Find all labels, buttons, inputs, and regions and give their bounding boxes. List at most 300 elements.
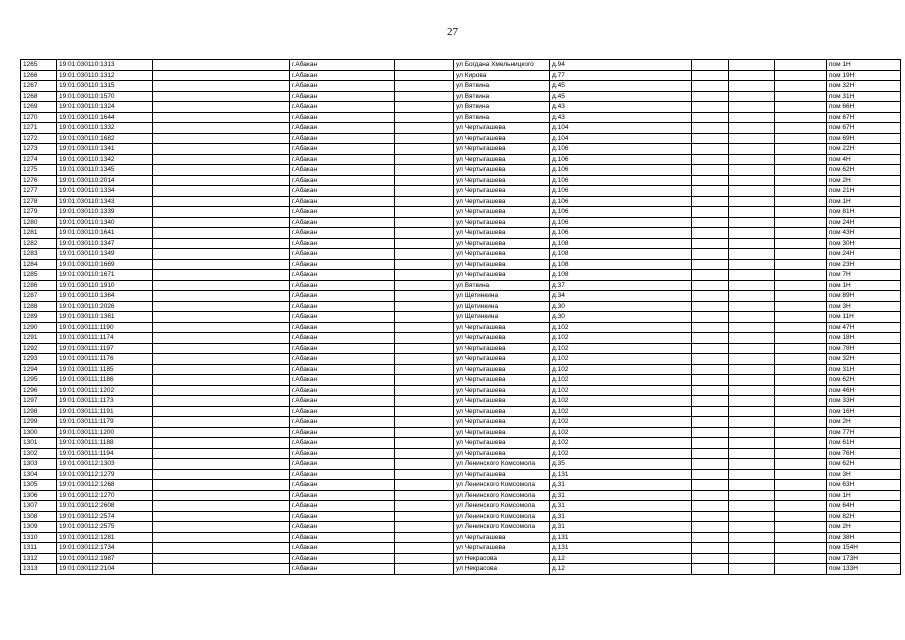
table-row — [21, 196, 901, 207]
empty-cell — [153, 70, 290, 81]
city-cell: г.Абакан — [290, 564, 395, 575]
empty-cell — [775, 301, 827, 312]
empty-cell — [729, 175, 775, 186]
city-cell: г.Абакан — [290, 406, 395, 417]
empty-cell — [153, 217, 290, 228]
empty-cell — [395, 522, 454, 533]
empty-cell — [729, 186, 775, 197]
empty-cell — [692, 543, 729, 554]
table-row — [21, 154, 901, 165]
premises-cell: пом 18Н — [827, 333, 901, 344]
house-cell: д.102 — [550, 364, 692, 375]
cadastral-number-cell: 19:01:030110:1315 — [57, 81, 153, 92]
row-number-cell: 1285 — [21, 270, 57, 281]
empty-cell — [775, 354, 827, 365]
street-cell: ул Вяткина — [454, 81, 550, 92]
empty-cell — [775, 322, 827, 333]
empty-cell — [395, 375, 454, 386]
table-row — [21, 259, 901, 270]
city-cell: г.Абакан — [290, 375, 395, 386]
empty-cell — [692, 165, 729, 176]
city-cell: г.Абакан — [290, 448, 395, 459]
city-cell: г.Абакан — [290, 396, 395, 407]
cadastral-number-cell: 19:01:030112:1987 — [57, 553, 153, 564]
row-number-cell: 1291 — [21, 333, 57, 344]
table-row — [21, 312, 901, 323]
premises-cell: пом 33Н — [827, 396, 901, 407]
table-row — [21, 427, 901, 438]
premises-cell: пом 69Н — [827, 133, 901, 144]
empty-cell — [395, 333, 454, 344]
cadastral-number-cell: 19:01:030110:1910 — [57, 280, 153, 291]
house-cell: д.108 — [550, 259, 692, 270]
empty-cell — [775, 196, 827, 207]
empty-cell — [395, 186, 454, 197]
row-number-cell: 1278 — [21, 196, 57, 207]
empty-cell — [153, 480, 290, 491]
empty-cell — [692, 406, 729, 417]
row-number-cell: 1297 — [21, 396, 57, 407]
empty-cell — [729, 238, 775, 249]
city-cell: г.Абакан — [290, 196, 395, 207]
empty-cell — [395, 543, 454, 554]
street-cell: ул Чертыгашева — [454, 322, 550, 333]
table-row — [21, 354, 901, 365]
empty-cell — [692, 448, 729, 459]
premises-cell: пом 82Н — [827, 511, 901, 522]
city-cell: г.Абакан — [290, 459, 395, 470]
empty-cell — [692, 270, 729, 281]
city-cell: г.Абакан — [290, 385, 395, 396]
empty-cell — [395, 154, 454, 165]
empty-cell — [729, 427, 775, 438]
empty-cell — [775, 333, 827, 344]
empty-cell — [692, 112, 729, 123]
premises-cell: пом 76Н — [827, 448, 901, 459]
empty-cell — [153, 406, 290, 417]
table-row — [21, 522, 901, 533]
empty-cell — [395, 501, 454, 512]
empty-cell — [692, 490, 729, 501]
empty-cell — [692, 196, 729, 207]
empty-cell — [775, 175, 827, 186]
city-cell: г.Абакан — [290, 417, 395, 428]
street-cell: ул Чертыгашева — [454, 186, 550, 197]
empty-cell — [692, 175, 729, 186]
empty-cell — [395, 427, 454, 438]
row-number-cell: 1290 — [21, 322, 57, 333]
house-cell: д.102 — [550, 427, 692, 438]
empty-cell — [775, 564, 827, 575]
empty-cell — [692, 312, 729, 323]
empty-cell — [395, 238, 454, 249]
table-row — [21, 123, 901, 134]
city-cell: г.Абакан — [290, 354, 395, 365]
cadastral-number-cell: 19:01:030112:1734 — [57, 543, 153, 554]
empty-cell — [153, 175, 290, 186]
house-cell: д.12 — [550, 564, 692, 575]
empty-cell — [729, 364, 775, 375]
empty-cell — [775, 343, 827, 354]
empty-cell — [775, 186, 827, 197]
table-row — [21, 448, 901, 459]
house-cell: д.106 — [550, 175, 692, 186]
cadastral-number-cell: 19:01:030110:1682 — [57, 133, 153, 144]
empty-cell — [775, 396, 827, 407]
empty-cell — [153, 417, 290, 428]
house-cell: д.131 — [550, 543, 692, 554]
empty-cell — [692, 364, 729, 375]
table-row — [21, 217, 901, 228]
city-cell: г.Абакан — [290, 259, 395, 270]
empty-cell — [775, 532, 827, 543]
row-number-cell: 1280 — [21, 217, 57, 228]
empty-cell — [775, 417, 827, 428]
house-cell: д.35 — [550, 459, 692, 470]
city-cell: г.Абакан — [290, 490, 395, 501]
empty-cell — [775, 312, 827, 323]
empty-cell — [395, 102, 454, 113]
premises-cell: пом 16Н — [827, 406, 901, 417]
city-cell: г.Абакан — [290, 175, 395, 186]
city-cell: г.Абакан — [290, 438, 395, 449]
street-cell: ул Чертыгашева — [454, 543, 550, 554]
table-row — [21, 385, 901, 396]
empty-cell — [153, 60, 290, 71]
table-row — [21, 343, 901, 354]
empty-cell — [153, 354, 290, 365]
empty-cell — [729, 406, 775, 417]
row-number-cell: 1272 — [21, 133, 57, 144]
empty-cell — [153, 511, 290, 522]
street-cell: ул Ленинского Комсомола — [454, 511, 550, 522]
house-cell: д.106 — [550, 228, 692, 239]
cadastral-number-cell: 19:01:030110:1313 — [57, 60, 153, 71]
street-cell: ул Чертыгашева — [454, 133, 550, 144]
row-number-cell: 1306 — [21, 490, 57, 501]
table-row — [21, 322, 901, 333]
cadastral-number-cell: 19:01:030111:1197 — [57, 343, 153, 354]
cadastral-number-cell: 19:01:030110:1644 — [57, 112, 153, 123]
empty-cell — [153, 469, 290, 480]
premises-cell: пом 19Н — [827, 70, 901, 81]
row-number-cell: 1298 — [21, 406, 57, 417]
empty-cell — [395, 112, 454, 123]
premises-cell: пом 78Н — [827, 343, 901, 354]
row-number-cell: 1309 — [21, 522, 57, 533]
empty-cell — [729, 102, 775, 113]
cadastral-number-cell: 19:01:030111:1185 — [57, 364, 153, 375]
street-cell: ул Некрасова — [454, 553, 550, 564]
empty-cell — [692, 102, 729, 113]
table-row — [21, 81, 901, 92]
empty-cell — [692, 70, 729, 81]
premises-cell: пом 67Н — [827, 112, 901, 123]
premises-cell: пом 30Н — [827, 238, 901, 249]
row-number-cell: 1269 — [21, 102, 57, 113]
table-row — [21, 133, 901, 144]
street-cell: ул Чертыгашева — [454, 469, 550, 480]
empty-cell — [395, 343, 454, 354]
empty-cell — [153, 249, 290, 260]
street-cell: ул Чертыгашева — [454, 154, 550, 165]
premises-cell: пом 31Н — [827, 364, 901, 375]
empty-cell — [775, 553, 827, 564]
house-cell: д.31 — [550, 501, 692, 512]
table-row — [21, 112, 901, 123]
row-number-cell: 1295 — [21, 375, 57, 386]
empty-cell — [395, 207, 454, 218]
empty-cell — [729, 207, 775, 218]
table-row — [21, 469, 901, 480]
empty-cell — [395, 490, 454, 501]
house-cell: д.102 — [550, 333, 692, 344]
empty-cell — [692, 511, 729, 522]
empty-cell — [775, 238, 827, 249]
empty-cell — [153, 301, 290, 312]
empty-cell — [775, 144, 827, 155]
premises-cell: пом 1Н — [827, 490, 901, 501]
empty-cell — [395, 217, 454, 228]
empty-cell — [153, 270, 290, 281]
premises-cell: пом 1Н — [827, 60, 901, 71]
street-cell: ул Чертыгашева — [454, 207, 550, 218]
row-number-cell: 1305 — [21, 480, 57, 491]
house-cell: д.43 — [550, 112, 692, 123]
premises-cell: пом 3Н — [827, 301, 901, 312]
row-number-cell: 1296 — [21, 385, 57, 396]
premises-cell: пом 89Н — [827, 291, 901, 302]
house-cell: д.102 — [550, 448, 692, 459]
table-row — [21, 480, 901, 491]
street-cell: ул Вяткина — [454, 112, 550, 123]
empty-cell — [775, 280, 827, 291]
premises-cell: пом 77Н — [827, 427, 901, 438]
cadastral-number-cell: 19:01:030112:1279 — [57, 469, 153, 480]
empty-cell — [775, 469, 827, 480]
empty-cell — [775, 91, 827, 102]
city-cell: г.Абакан — [290, 228, 395, 239]
empty-cell — [775, 207, 827, 218]
house-cell: д.106 — [550, 186, 692, 197]
cadastral-number-cell: 19:01:030110:1570 — [57, 91, 153, 102]
city-cell: г.Абакан — [290, 102, 395, 113]
row-number-cell: 1288 — [21, 301, 57, 312]
empty-cell — [692, 333, 729, 344]
street-cell: ул Чертыгашева — [454, 385, 550, 396]
row-number-cell: 1286 — [21, 280, 57, 291]
house-cell: д.102 — [550, 322, 692, 333]
empty-cell — [153, 448, 290, 459]
city-cell: г.Абакан — [290, 511, 395, 522]
table-row — [21, 417, 901, 428]
empty-cell — [692, 291, 729, 302]
cadastral-number-cell: 19:01:030110:1349 — [57, 249, 153, 260]
table-row — [21, 553, 901, 564]
premises-cell: пом 3Н — [827, 469, 901, 480]
empty-cell — [775, 375, 827, 386]
street-cell: ул Кирова — [454, 70, 550, 81]
empty-cell — [692, 154, 729, 165]
cadastral-number-cell: 19:01:030111:1173 — [57, 396, 153, 407]
premises-cell: пом 1Н — [827, 196, 901, 207]
empty-cell — [692, 238, 729, 249]
city-cell: г.Абакан — [290, 123, 395, 134]
empty-cell — [153, 438, 290, 449]
empty-cell — [729, 259, 775, 270]
empty-cell — [692, 228, 729, 239]
cadastral-number-cell: 19:01:030110:1324 — [57, 102, 153, 113]
table-row — [21, 175, 901, 186]
street-cell: ул Чертыгашева — [454, 123, 550, 134]
table-row — [21, 165, 901, 176]
house-cell: д.102 — [550, 375, 692, 386]
empty-cell — [729, 543, 775, 554]
house-cell: д.106 — [550, 144, 692, 155]
empty-cell — [729, 333, 775, 344]
empty-cell — [153, 154, 290, 165]
premises-cell: пом 43Н — [827, 228, 901, 239]
table-row — [21, 238, 901, 249]
city-cell: г.Абакан — [290, 112, 395, 123]
cadastral-number-cell: 19:01:030112:2104 — [57, 564, 153, 575]
cadastral-number-cell: 19:01:030110:1342 — [57, 154, 153, 165]
property-register-table — [20, 59, 901, 575]
empty-cell — [395, 480, 454, 491]
table-row — [21, 280, 901, 291]
row-number-cell: 1270 — [21, 112, 57, 123]
premises-cell: пом 2Н — [827, 175, 901, 186]
cadastral-number-cell: 19:01:030111:1190 — [57, 322, 153, 333]
row-number-cell: 1283 — [21, 249, 57, 260]
empty-cell — [153, 490, 290, 501]
empty-cell — [692, 249, 729, 260]
empty-cell — [692, 564, 729, 575]
empty-cell — [395, 438, 454, 449]
empty-cell — [395, 249, 454, 260]
cadastral-number-cell: 19:01:030110:1340 — [57, 217, 153, 228]
empty-cell — [153, 564, 290, 575]
premises-cell: пом 32Н — [827, 81, 901, 92]
empty-cell — [153, 228, 290, 239]
row-number-cell: 1310 — [21, 532, 57, 543]
table-row — [21, 564, 901, 575]
row-number-cell: 1300 — [21, 427, 57, 438]
premises-cell: пом 2Н — [827, 522, 901, 533]
empty-cell — [729, 301, 775, 312]
house-cell: д.102 — [550, 385, 692, 396]
empty-cell — [153, 522, 290, 533]
row-number-cell: 1294 — [21, 364, 57, 375]
empty-cell — [395, 175, 454, 186]
row-number-cell: 1275 — [21, 165, 57, 176]
empty-cell — [395, 133, 454, 144]
empty-cell — [153, 102, 290, 113]
city-cell: г.Абакан — [290, 60, 395, 71]
empty-cell — [692, 207, 729, 218]
empty-cell — [153, 312, 290, 323]
premises-cell: пом 173Н — [827, 553, 901, 564]
row-number-cell: 1281 — [21, 228, 57, 239]
house-cell: д.106 — [550, 154, 692, 165]
empty-cell — [153, 291, 290, 302]
premises-cell: пом 32Н — [827, 354, 901, 365]
street-cell: ул Вяткина — [454, 102, 550, 113]
house-cell: д.102 — [550, 417, 692, 428]
empty-cell — [153, 196, 290, 207]
empty-cell — [775, 438, 827, 449]
empty-cell — [775, 406, 827, 417]
city-cell: г.Абакан — [290, 532, 395, 543]
empty-cell — [153, 280, 290, 291]
empty-cell — [692, 343, 729, 354]
empty-cell — [692, 133, 729, 144]
city-cell: г.Абакан — [290, 322, 395, 333]
empty-cell — [729, 322, 775, 333]
row-number-cell: 1311 — [21, 543, 57, 554]
house-cell: д.45 — [550, 81, 692, 92]
city-cell: г.Абакан — [290, 553, 395, 564]
empty-cell — [395, 301, 454, 312]
street-cell: ул Чертыгашева — [454, 196, 550, 207]
street-cell: ул Ленинского Комсомола — [454, 490, 550, 501]
empty-cell — [729, 375, 775, 386]
house-cell: д.31 — [550, 480, 692, 491]
empty-cell — [692, 81, 729, 92]
premises-cell: пом 24Н — [827, 217, 901, 228]
table-row — [21, 396, 901, 407]
premises-cell: пом 38Н — [827, 532, 901, 543]
empty-cell — [153, 322, 290, 333]
empty-cell — [153, 553, 290, 564]
empty-cell — [395, 564, 454, 575]
empty-cell — [729, 448, 775, 459]
empty-cell — [395, 70, 454, 81]
empty-cell — [395, 385, 454, 396]
empty-cell — [153, 133, 290, 144]
cadastral-number-cell: 19:01:030112:2575 — [57, 522, 153, 533]
cadastral-number-cell: 19:01:030110:1334 — [57, 186, 153, 197]
row-number-cell: 1299 — [21, 417, 57, 428]
cadastral-number-cell: 19:01:030112:2574 — [57, 511, 153, 522]
empty-cell — [153, 112, 290, 123]
empty-cell — [395, 448, 454, 459]
city-cell: г.Абакан — [290, 207, 395, 218]
table-row — [21, 291, 901, 302]
street-cell: ул Вяткина — [454, 91, 550, 102]
empty-cell — [395, 270, 454, 281]
row-number-cell: 1277 — [21, 186, 57, 197]
empty-cell — [395, 196, 454, 207]
house-cell: д.104 — [550, 123, 692, 134]
empty-cell — [692, 91, 729, 102]
row-number-cell: 1265 — [21, 60, 57, 71]
empty-cell — [153, 259, 290, 270]
table-row — [21, 364, 901, 375]
cadastral-number-cell: 19:01:030110:1341 — [57, 144, 153, 155]
cadastral-number-cell: 19:01:030110:1339 — [57, 207, 153, 218]
premises-cell: пом 21Н — [827, 186, 901, 197]
empty-cell — [395, 312, 454, 323]
house-cell: д.102 — [550, 396, 692, 407]
empty-cell — [775, 490, 827, 501]
street-cell: ул Ленинского Комсомола — [454, 522, 550, 533]
house-cell: д.106 — [550, 165, 692, 176]
empty-cell — [153, 123, 290, 134]
cadastral-number-cell: 19:01:030110:1312 — [57, 70, 153, 81]
empty-cell — [729, 480, 775, 491]
cadastral-number-cell: 19:01:030110:1671 — [57, 270, 153, 281]
